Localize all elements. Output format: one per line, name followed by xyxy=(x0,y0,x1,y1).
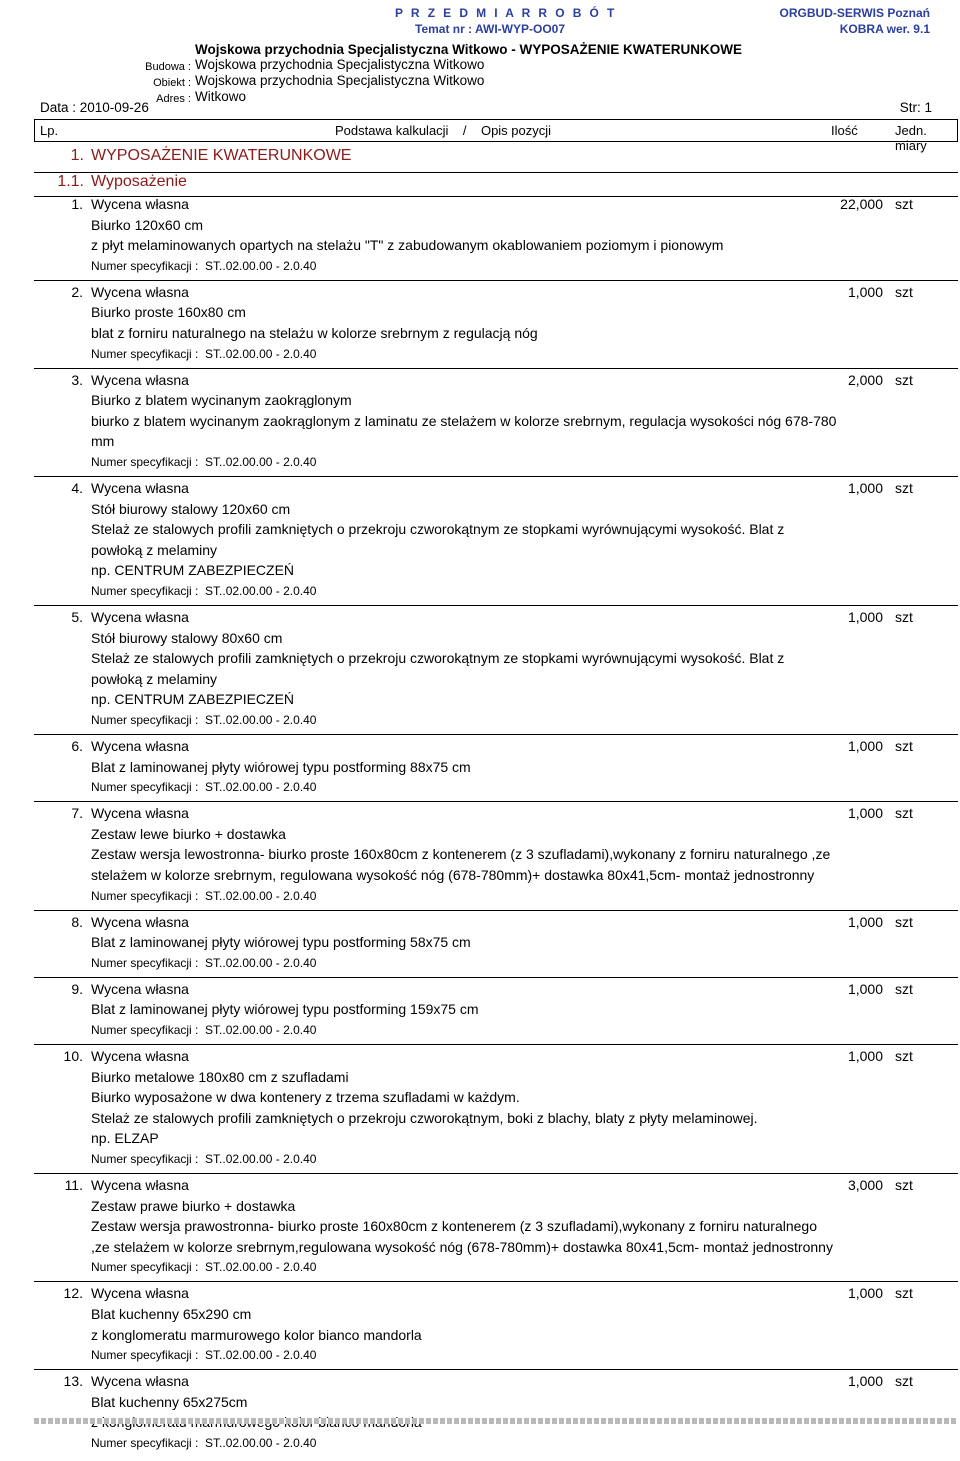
item-description-line: Biurko proste 160x80 cm xyxy=(91,304,246,321)
item-unit: szt xyxy=(895,738,913,754)
item-quantity: 1,000 xyxy=(847,1285,883,1302)
item-description-line: Blat z laminowanej płyty wiórowej typu postforming 159x75 cm xyxy=(91,1001,479,1018)
list-item xyxy=(34,981,958,1048)
item-description-line: Blat z laminowanej płyty wiórowej typu postforming 58x75 cm xyxy=(91,934,471,951)
adres-value: Witkowo xyxy=(195,89,247,104)
page-cut-edge xyxy=(34,1418,958,1424)
item-description-line: Biurko wyposażone w dwa kontenery z trzema szufladami w każdym. xyxy=(91,1089,520,1106)
divider xyxy=(34,801,958,802)
item-description-line: Biurko metalowe 180x80 cm z szufladami xyxy=(91,1068,349,1085)
item-number: 7. xyxy=(71,805,83,822)
item-spec-number: Numer specyfikacji : ST..02.00.00 - 2.0.40 xyxy=(91,780,317,795)
obiekt-label: Obiekt : xyxy=(153,77,191,89)
list-item xyxy=(34,284,958,372)
list-item xyxy=(34,609,958,738)
item-quantity: 1,000 xyxy=(847,609,883,625)
subsection-title: Wyposażenie xyxy=(91,173,187,190)
item-number: 5. xyxy=(71,609,83,625)
item-spec-number: Numer specyfikacji : ST..02.00.00 - 2.0.40 xyxy=(91,258,317,273)
budowa-label: Budowa : xyxy=(145,61,191,73)
divider xyxy=(34,172,958,173)
subsection-number: 1.1. xyxy=(57,173,84,190)
project-name: Wojskowa przychodnia Specjalistyczna Witkowo - WYPOSAŻENIE KWATERUNKOWE xyxy=(195,42,742,57)
item-spec-number: Numer specyfikacji : ST..02.00.00 - 2.0.40 xyxy=(91,1435,317,1450)
item-basis: Wycena własna xyxy=(91,805,189,822)
item-spec-number: Numer specyfikacji : ST..02.00.00 - 2.0.40 xyxy=(91,1022,317,1037)
item-basis: Wycena własna xyxy=(91,913,189,930)
divider xyxy=(34,368,958,369)
item-unit: szt xyxy=(895,609,913,625)
item-quantity: 1,000 xyxy=(847,913,883,930)
item-quantity: 1,000 xyxy=(847,480,883,496)
item-number: 8. xyxy=(71,913,83,930)
document-type: P R Z E D M I A R R O B Ó T xyxy=(395,6,617,20)
item-description-line: z płyt melaminowanych opartych na stelażu "T" z zabudowanym okablowaniem poziomym i pionowym xyxy=(91,237,724,254)
item-basis: Wycena własna xyxy=(91,480,189,496)
divider xyxy=(34,910,958,911)
item-description-line: Stół biurowy stalowy 120x60 cm xyxy=(91,500,291,517)
item-number: 2. xyxy=(71,283,83,300)
item-unit: szt xyxy=(895,1373,913,1390)
list-item xyxy=(34,738,958,805)
divider xyxy=(34,280,958,281)
item-description-line: np. ELZAP xyxy=(91,1130,159,1147)
item-spec-number: Numer specyfikacji : ST..02.00.00 - 2.0.40 xyxy=(91,713,317,727)
item-number: 4. xyxy=(71,480,83,496)
divider xyxy=(34,1044,958,1045)
item-unit: szt xyxy=(895,480,913,496)
item-basis: Wycena własna xyxy=(91,283,189,300)
column-lp: Lp. xyxy=(40,123,59,138)
item-basis: Wycena własna xyxy=(91,1048,189,1064)
column-quantity: Ilość xyxy=(831,123,858,138)
item-description-line: blat z forniru naturalnego na stelażu w kolorze srebrnym z regulacją nóg xyxy=(91,324,538,341)
list-item xyxy=(34,1285,958,1373)
item-number: 12. xyxy=(63,1285,83,1302)
item-quantity: 1,000 xyxy=(847,1373,883,1390)
budowa-value: Wojskowa przychodnia Specjalistyczna Witkowo xyxy=(195,57,485,72)
list-item xyxy=(34,1048,958,1177)
divider xyxy=(34,1281,958,1282)
item-description-line: Zestaw prawe biurko + dostawka xyxy=(91,1197,296,1214)
item-number: 9. xyxy=(71,980,83,997)
item-description-line: Biurko 120x60 cm xyxy=(91,216,204,233)
item-unit: szt xyxy=(895,283,913,300)
list-item xyxy=(34,805,958,913)
document-date: Data : 2010-09-26 xyxy=(40,100,149,115)
divider xyxy=(34,977,958,978)
item-description-line: Blat kuchenny 65x290 cm xyxy=(91,1305,252,1322)
item-unit: szt xyxy=(895,1285,913,1302)
item-unit: szt xyxy=(895,1048,913,1064)
company-name: ORGBUD-SERWIS Poznań xyxy=(779,6,930,20)
item-quantity: 1,000 xyxy=(847,283,883,300)
item-quantity: 2,000 xyxy=(847,371,883,388)
item-description-line: Zestaw wersja prawostronna- biurko proste 160x80cm z kontenerem (z 3 szufladami),wykonany z forniru naturalnego xyxy=(91,1218,818,1235)
list-item xyxy=(34,480,958,609)
divider xyxy=(34,1369,958,1370)
item-basis: Wycena własna xyxy=(91,1285,189,1302)
item-number: 6. xyxy=(71,738,83,754)
item-number: 1. xyxy=(71,196,83,212)
item-description-line: Blat z laminowanej płyty wiórowej typu postforming 88x75 cm xyxy=(91,758,471,775)
item-unit: szt xyxy=(895,1177,913,1193)
item-quantity: 1,000 xyxy=(847,805,883,822)
list-item xyxy=(34,914,958,981)
software-version: KOBRA wer. 9.1 xyxy=(839,22,930,36)
item-spec-number: Numer specyfikacji : ST..02.00.00 - 2.0.40 xyxy=(91,955,317,970)
item-spec-number: Numer specyfikacji : ST..02.00.00 - 2.0.40 xyxy=(91,888,317,903)
item-unit: szt xyxy=(895,805,913,822)
section-heading xyxy=(34,147,958,173)
topic-number: Temat nr : AWI-WYP-OO07 xyxy=(415,22,566,36)
divider xyxy=(34,734,958,735)
item-description-line: ,ze stelażem w kolorze srebrnym,regulowana wysokość nóg (678-780mm)+ dostawka 80x41,5cm- montaż jednostronny xyxy=(91,1238,833,1255)
item-unit: szt xyxy=(895,371,913,388)
item-basis: Wycena własna xyxy=(91,738,189,754)
item-unit: szt xyxy=(895,980,913,997)
item-description-line: mm xyxy=(91,433,115,450)
item-description-line: Blat kuchenny 65x275cm xyxy=(91,1393,248,1410)
divider xyxy=(34,476,958,477)
column-description: Podstawa kalkulacji / Opis pozycji xyxy=(335,123,552,138)
item-description-line: np. CENTRUM ZABEZPIECZEŃ xyxy=(91,691,295,708)
item-description-line: powłoką z melaminy xyxy=(91,670,218,687)
item-number: 3. xyxy=(71,371,83,388)
item-description-line: Zestaw wersja lewostronna- biurko proste 160x80cm z kontenerem (z 3 szufladami),wykonany z forniru naturalnego ,ze xyxy=(91,846,831,863)
adres-label: Adres : xyxy=(156,93,191,105)
item-basis: Wycena własna xyxy=(91,1177,189,1193)
item-description-line: np. CENTRUM ZABEZPIECZEŃ xyxy=(91,562,295,579)
item-basis: Wycena własna xyxy=(91,980,189,997)
item-description-line: Zestaw lewe biurko + dostawka xyxy=(91,825,286,842)
item-quantity: 1,000 xyxy=(847,738,883,754)
item-description-line: Stelaż ze stalowych profili zamkniętych o przekroju czworokątnym, boki z blachy, blaty z płyty melaminowej. xyxy=(91,1109,758,1126)
item-description-line: powłoką z melaminy xyxy=(91,541,218,558)
item-description-line: Stół biurowy stalowy 80x60 cm xyxy=(91,629,283,646)
column-header xyxy=(34,119,958,153)
item-basis: Wycena własna xyxy=(91,371,189,388)
item-spec-number: Numer specyfikacji : ST..02.00.00 - 2.0.40 xyxy=(91,1348,317,1363)
section-number: 1. xyxy=(70,147,84,164)
item-unit: szt xyxy=(895,196,913,212)
section-title: WYPOSAŻENIE KWATERUNKOWE xyxy=(91,147,352,164)
divider xyxy=(34,1173,958,1174)
list-item xyxy=(34,196,958,284)
item-spec-number: Numer specyfikacji : ST..02.00.00 - 2.0.40 xyxy=(91,584,317,598)
item-quantity: 1,000 xyxy=(847,1048,883,1064)
obiekt-value: Wojskowa przychodnia Specjalistyczna Witkowo xyxy=(195,73,485,88)
item-description-line: biurko z blatem wycinanym zaokrąglonym z laminatu ze stelażem w kolorze srebrnym, regulacja wysokości nóg 678-780 xyxy=(91,412,837,429)
item-description-line: Stelaż ze stalowych profili zamkniętych o przekroju czworokątnym ze stopkami wyrównującymi wysokość. Blat z xyxy=(91,521,785,538)
item-spec-number: Numer specyfikacji : ST..02.00.00 - 2.0.40 xyxy=(91,1152,317,1166)
item-description-line: Stelaż ze stalowych profili zamkniętych o przekroju czworokątnym ze stopkami wyrównującymi wysokość. Blat z xyxy=(91,650,785,667)
item-number: 13. xyxy=(63,1373,83,1390)
item-quantity: 1,000 xyxy=(847,980,883,997)
item-description-line: z konglomeratu marmurowego kolor bianco mandorla xyxy=(91,1326,422,1343)
list-item xyxy=(34,372,958,480)
item-description-line: Biurko z blatem wycinanym zaokrąglonym xyxy=(91,392,352,409)
item-basis: Wycena własna xyxy=(91,1373,189,1390)
item-description-line: stelażem w kolorze srebrnym, regulowana wysokość nóg (678-780mm)+ dostawka 80x41,5cm- montaż jednostronny xyxy=(91,866,815,883)
item-number: 11. xyxy=(64,1177,83,1193)
page-number: Str: 1 xyxy=(899,100,932,115)
item-unit: szt xyxy=(895,913,913,930)
item-basis: Wycena własna xyxy=(91,196,189,212)
list-item xyxy=(34,1177,958,1285)
item-number: 10. xyxy=(63,1048,83,1064)
item-spec-number: Numer specyfikacji : ST..02.00.00 - 2.0.40 xyxy=(91,1260,317,1275)
item-spec-number: Numer specyfikacji : ST..02.00.00 - 2.0.40 xyxy=(91,346,317,361)
item-quantity: 3,000 xyxy=(847,1177,883,1193)
divider xyxy=(34,605,958,606)
item-quantity: 22,000 xyxy=(840,196,883,212)
column-unit: Jedn. miary xyxy=(895,123,927,153)
item-spec-number: Numer specyfikacji : ST..02.00.00 - 2.0.40 xyxy=(91,454,317,469)
item-basis: Wycena własna xyxy=(91,609,189,625)
